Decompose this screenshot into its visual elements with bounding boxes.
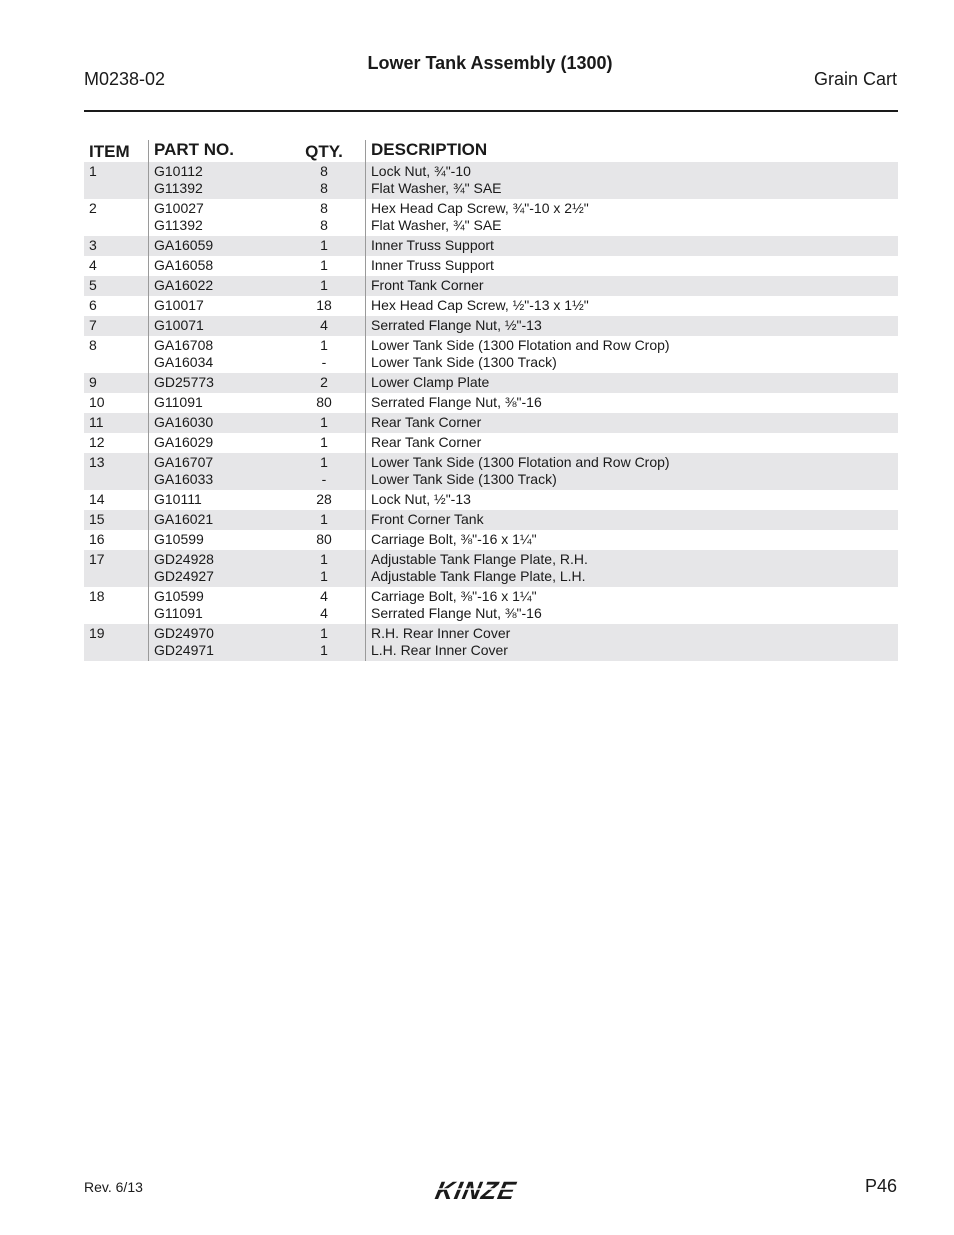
item-number-cell: 10 xyxy=(89,394,105,410)
table-row xyxy=(84,453,898,490)
quantity-cell xyxy=(283,624,365,661)
description-cell xyxy=(365,393,898,413)
quantity-cell xyxy=(283,433,365,453)
description-line: Adjustable Tank Flange Plate, R.H. xyxy=(371,551,588,567)
description-cell xyxy=(365,530,898,550)
item-number-cell: 9 xyxy=(89,374,97,390)
item-number-cell: 19 xyxy=(89,625,105,641)
quantity-line: - xyxy=(321,471,327,487)
quantity-line: 4 xyxy=(320,317,328,333)
part-number-line: GA16030 xyxy=(154,414,214,430)
quantity-cell xyxy=(283,256,365,276)
description-cell xyxy=(365,453,898,490)
column-header-part-no: PART NO. xyxy=(148,140,283,162)
quantity-line: 1 xyxy=(320,414,328,430)
quantity-line: 4 xyxy=(320,605,328,621)
quantity-cell xyxy=(283,199,365,236)
table-row xyxy=(84,373,898,393)
quantity-line: 1 xyxy=(320,337,328,353)
part-number-line: GA16022 xyxy=(154,277,214,293)
description-cell xyxy=(365,162,898,199)
description-line: Lower Tank Side (1300 Flotation and Row Crop) xyxy=(371,454,670,470)
part-number-line: GA16033 xyxy=(154,471,214,487)
quantity-cell xyxy=(283,276,365,296)
table-row xyxy=(84,256,898,276)
description-cell xyxy=(365,433,898,453)
quantity-line: 1 xyxy=(320,454,328,470)
table-row xyxy=(84,199,898,236)
part-number-line: GA16029 xyxy=(154,434,214,450)
quantity-line: 1 xyxy=(320,237,328,253)
quantity-line: 1 xyxy=(320,434,328,450)
part-number-cell xyxy=(148,510,283,530)
part-number-line: GA16034 xyxy=(154,354,214,370)
description-line: R.H. Rear Inner Cover xyxy=(371,625,511,641)
quantity-line: 1 xyxy=(320,642,328,658)
header-rule xyxy=(84,110,898,112)
table-row xyxy=(84,550,898,587)
item-number-cell: 4 xyxy=(89,257,97,273)
table-row xyxy=(84,393,898,413)
description-line: Serrated Flange Nut, ½"-13 xyxy=(371,317,542,333)
table-row xyxy=(84,276,898,296)
description-line: Serrated Flange Nut, ⅜"-16 xyxy=(371,394,542,410)
part-number-line: G10111 xyxy=(154,491,202,507)
description-cell xyxy=(365,490,898,510)
quantity-line: 80 xyxy=(316,531,332,547)
part-number-cell xyxy=(148,624,283,661)
description-cell xyxy=(365,256,898,276)
table-row xyxy=(84,530,898,550)
description-cell xyxy=(365,199,898,236)
description-line: Adjustable Tank Flange Plate, L.H. xyxy=(371,568,586,584)
part-number-cell xyxy=(148,256,283,276)
table-row xyxy=(84,413,898,433)
part-number-cell xyxy=(148,393,283,413)
quantity-line: 4 xyxy=(320,588,328,604)
quantity-line: - xyxy=(321,354,327,370)
description-cell xyxy=(365,624,898,661)
quantity-line: 8 xyxy=(320,180,328,196)
description-line: Hex Head Cap Screw, ½"-13 x 1½" xyxy=(371,297,589,313)
quantity-cell xyxy=(283,162,365,199)
part-number-line: G10112 xyxy=(154,163,203,179)
table-row xyxy=(84,587,898,624)
description-line: Lower Tank Side (1300 Track) xyxy=(371,471,557,487)
page-number: P46 xyxy=(864,1176,897,1196)
description-cell xyxy=(365,587,898,624)
quantity-line: 8 xyxy=(320,163,328,179)
part-number-line: GA16021 xyxy=(154,511,214,527)
description-line: Serrated Flange Nut, ⅜"-16 xyxy=(371,605,542,621)
quantity-cell xyxy=(283,236,365,256)
description-cell xyxy=(365,336,898,373)
table-body xyxy=(84,162,898,661)
table-row xyxy=(84,433,898,453)
quantity-line: 8 xyxy=(320,200,328,216)
item-number-cell: 6 xyxy=(89,297,97,313)
quantity-line: 1 xyxy=(320,625,328,641)
item-number-cell: 1 xyxy=(89,163,97,179)
quantity-cell xyxy=(283,316,365,336)
part-number-line: G11091 xyxy=(154,605,203,621)
description-cell xyxy=(365,510,898,530)
description-line: Front Corner Tank xyxy=(371,511,484,527)
item-number-cell: 13 xyxy=(89,454,105,470)
part-number-line: G10017 xyxy=(154,297,204,313)
description-line: Rear Tank Corner xyxy=(371,414,482,430)
quantity-line: 1 xyxy=(320,568,328,584)
item-number-cell: 5 xyxy=(89,277,97,293)
quantity-line: 80 xyxy=(316,394,332,410)
item-number-cell: 8 xyxy=(89,337,97,353)
description-cell xyxy=(365,276,898,296)
part-number-line: G10027 xyxy=(154,200,204,216)
description-cell xyxy=(365,296,898,316)
part-number-cell xyxy=(148,296,283,316)
table-row xyxy=(84,490,898,510)
part-number-line: GD25773 xyxy=(154,374,214,390)
quantity-cell xyxy=(283,550,365,587)
part-number-line: GA16708 xyxy=(154,337,214,353)
description-line: Lock Nut, ½"-13 xyxy=(371,491,471,507)
part-number-line: G11091 xyxy=(154,394,203,410)
item-number-cell: 18 xyxy=(89,588,105,604)
description-line: Inner Truss Support xyxy=(371,237,494,253)
part-number-cell xyxy=(148,236,283,256)
item-number-cell: 2 xyxy=(89,200,97,216)
item-number-cell: 3 xyxy=(89,237,97,253)
description-line: Inner Truss Support xyxy=(371,257,494,273)
item-number-cell: 17 xyxy=(89,551,105,567)
item-number-cell: 14 xyxy=(89,491,105,507)
quantity-cell xyxy=(283,373,365,393)
item-number-cell: 15 xyxy=(89,511,105,527)
part-number-line: GA16059 xyxy=(154,237,214,253)
part-number-cell xyxy=(148,336,283,373)
table-row xyxy=(84,236,898,256)
table-row xyxy=(84,510,898,530)
quantity-line: 18 xyxy=(316,297,332,313)
part-number-cell xyxy=(148,550,283,587)
item-number-cell: 16 xyxy=(89,531,105,547)
table-row xyxy=(84,296,898,316)
quantity-cell xyxy=(283,530,365,550)
description-line: Lower Tank Side (1300 Flotation and Row Crop) xyxy=(371,337,670,353)
part-number-line: G11392 xyxy=(154,180,203,196)
quantity-line: 2 xyxy=(320,374,328,390)
description-cell xyxy=(365,413,898,433)
part-number-cell xyxy=(148,433,283,453)
part-number-cell xyxy=(148,199,283,236)
kinze-logo-graphic xyxy=(432,1176,550,1204)
part-number-line: GD24927 xyxy=(154,568,214,584)
table-row xyxy=(84,336,898,373)
description-line: Carriage Bolt, ⅜"-16 x 1¼" xyxy=(371,531,537,547)
quantity-line: 28 xyxy=(316,491,332,507)
quantity-line: 1 xyxy=(320,511,328,527)
description-line: Lower Clamp Plate xyxy=(371,374,490,390)
part-number-line: GD24971 xyxy=(154,642,214,658)
part-number-line: G10599 xyxy=(154,531,204,547)
part-number-line: G10071 xyxy=(154,317,204,333)
part-number-cell xyxy=(148,316,283,336)
product-name: Grain Cart xyxy=(813,69,897,89)
part-number-cell xyxy=(148,162,283,199)
description-line: Flat Washer, ¾" SAE xyxy=(371,180,502,196)
description-cell xyxy=(365,316,898,336)
quantity-cell xyxy=(283,393,365,413)
part-number-cell xyxy=(148,373,283,393)
quantity-cell xyxy=(283,453,365,490)
table-header xyxy=(84,140,898,162)
quantity-line: 8 xyxy=(320,217,328,233)
part-number-line: G10599 xyxy=(154,588,204,604)
quantity-line: 1 xyxy=(320,277,328,293)
part-number-line: GA16707 xyxy=(154,454,214,470)
table-row xyxy=(84,316,898,336)
part-number-line: GA16058 xyxy=(154,257,214,273)
quantity-cell xyxy=(283,336,365,373)
quantity-cell xyxy=(283,587,365,624)
item-number-cell: 7 xyxy=(89,317,97,333)
part-number-cell xyxy=(148,587,283,624)
description-cell xyxy=(365,373,898,393)
description-line: Rear Tank Corner xyxy=(371,434,482,450)
part-number-cell xyxy=(148,490,283,510)
item-number-cell: 12 xyxy=(89,434,105,450)
parts-table xyxy=(84,140,898,661)
page-title: Lower Tank Assembly (1300) xyxy=(367,53,613,73)
kinze-logo-text: KINZE xyxy=(432,1177,519,1204)
part-number-cell xyxy=(148,530,283,550)
quantity-cell xyxy=(283,296,365,316)
column-header-item: ITEM xyxy=(89,142,130,161)
kinze-logo xyxy=(432,1176,550,1204)
column-header-qty: QTY. xyxy=(305,142,343,161)
part-number-line: GD24928 xyxy=(154,551,214,567)
item-number-cell: 11 xyxy=(89,414,104,430)
description-line: L.H. Rear Inner Cover xyxy=(371,642,508,658)
quantity-cell xyxy=(283,510,365,530)
part-number-cell xyxy=(148,453,283,490)
part-number-line: G11392 xyxy=(154,217,203,233)
description-line: Front Tank Corner xyxy=(371,277,484,293)
part-number-cell xyxy=(148,276,283,296)
quantity-cell xyxy=(283,490,365,510)
doc-id: M0238-02 xyxy=(84,69,166,89)
column-header-description: DESCRIPTION xyxy=(365,140,898,162)
description-line: Hex Head Cap Screw, ¾"-10 x 2½" xyxy=(371,200,589,216)
description-cell xyxy=(365,236,898,256)
quantity-line: 1 xyxy=(320,551,328,567)
part-number-cell xyxy=(148,413,283,433)
revision-label: Rev. 6/13 xyxy=(84,1179,143,1195)
quantity-cell xyxy=(283,413,365,433)
description-cell xyxy=(365,550,898,587)
table-row xyxy=(84,162,898,199)
description-line: Lock Nut, ¾"-10 xyxy=(371,163,471,179)
description-line: Lower Tank Side (1300 Track) xyxy=(371,354,557,370)
quantity-line: 1 xyxy=(320,257,328,273)
description-line: Flat Washer, ¾" SAE xyxy=(371,217,502,233)
table-row xyxy=(84,624,898,661)
description-line: Carriage Bolt, ⅜"-16 x 1¼" xyxy=(371,588,537,604)
part-number-line: GD24970 xyxy=(154,625,214,641)
